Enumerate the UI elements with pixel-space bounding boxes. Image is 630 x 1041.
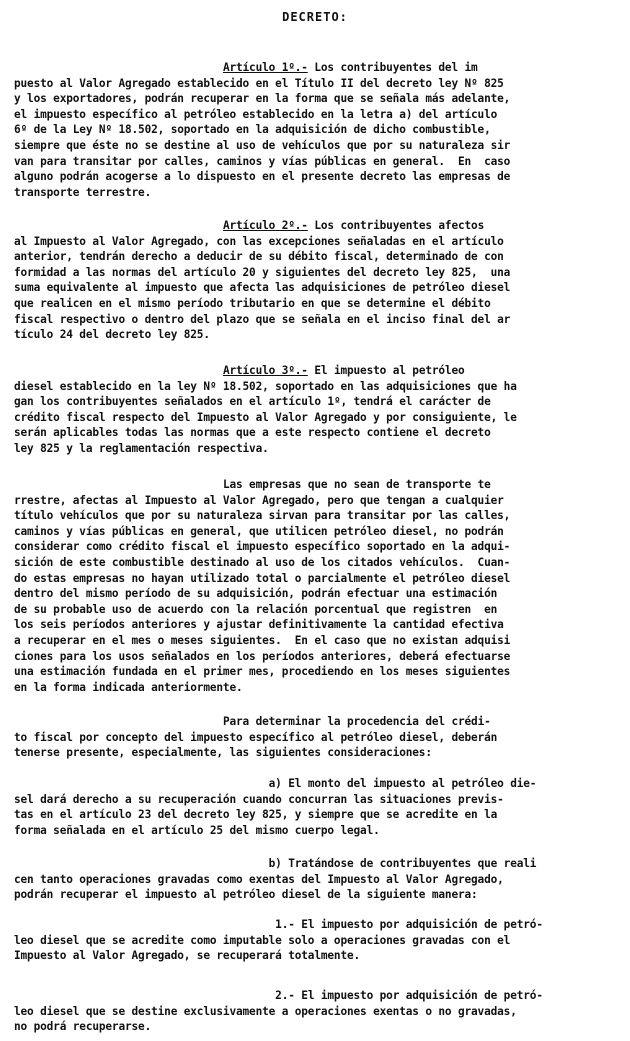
paragraph — [14, 917, 614, 964]
paragraph — [14, 363, 614, 457]
text-line: suma equivalente al impuesto que afecta las adquisiciones de petróleo diesel — [14, 281, 511, 295]
text-line: el impuesto específico al petróleo establecido en la letra a) del artículo — [14, 107, 498, 121]
text-line: ley 825 y la reglamentación respectiva. — [14, 441, 269, 455]
text-line: serán aplicables todas las normas que a este respecto contiene el decreto — [14, 426, 491, 440]
text-line: alguno podrán acogerse a lo dispuesto en el presente decreto las empresas de — [14, 170, 511, 184]
text-line: ciones para los usos señalados en los períodos anteriores, deberá efectuarse — [14, 649, 511, 663]
text-line: tas en el artículo 23 del decreto ley 825, y siempre que se acredite en la — [14, 808, 498, 822]
text-line: en la forma indicada anteriormente. — [14, 680, 243, 694]
text-line: sición de este combustible destinado al uso de los citados vehículos. Cuan- — [14, 555, 511, 569]
page-title: DECRETO: — [282, 10, 348, 24]
paragraph-first-line — [14, 218, 614, 234]
text-line: to fiscal por concepto del impuesto específico al petróleo diesel, deberán — [14, 730, 498, 744]
text-line: anterior, tendrán derecho a deducir de su débito fiscal, determinado de con — [14, 250, 504, 264]
text-line: leo diesel que se acredite como imputable solo a operaciones gravadas con el — [14, 933, 511, 947]
text-line: considerar como crédito fiscal el impuesto específico soportado en la adqui- — [14, 540, 511, 554]
paragraph-first-line — [14, 917, 614, 933]
paragraph — [14, 714, 614, 761]
text-line: do estas empresas no hayan utilizado total o parcialmente el petróleo diesel — [14, 571, 511, 585]
first-line-text: 2.- El impuesto por adquisición de petró- — [275, 989, 543, 1002]
text-line: caminos y vías públicas en general, que utilicen petróleo diesel, no podrán — [14, 524, 504, 538]
text-line: siempre que éste no se destine al uso de vehículos que por su naturaleza sir — [14, 138, 511, 152]
text-line: tículo 24 del decreto ley 825. — [14, 328, 210, 342]
article-heading: Artículo 2º.- — [222, 219, 308, 232]
first-line-text: Para determinar la procedencia del crédi- — [222, 715, 491, 728]
paragraph-first-line — [14, 988, 614, 1004]
text-line: a recuperar en el mes o meses siguientes. En el caso que no existan adquisi — [14, 633, 511, 647]
text-line: gan los contribuyentes señalados en el artículo 1º, tendrá el carácter de — [14, 395, 491, 409]
text-line: leo diesel que se destine exclusivamente a operaciones exentas o no gravadas, — [14, 1004, 517, 1018]
paragraph — [14, 60, 614, 200]
paragraph — [14, 477, 614, 695]
text-line: diesel establecido en la ley Nº 18.502, soportado en las adquisiciones que ha — [14, 379, 517, 393]
text-line: título vehículos que por su naturaleza sirvan para transitar por las calles, — [14, 509, 511, 523]
first-line-text: b) Tratándose de contribuyentes que reali — [268, 857, 537, 870]
paragraph-first-line — [14, 60, 614, 76]
text-line: forma señalada en el artículo 25 del mismo cuerpo legal. — [14, 823, 380, 837]
paragraph — [14, 776, 614, 838]
text-line: al Impuesto al Valor Agregado, con las excepciones señaladas en el artículo — [14, 234, 504, 248]
first-line-text: Los contribuyentes afectos — [307, 219, 485, 232]
article-heading: Artículo 1º.- — [222, 61, 308, 74]
text-line: cen tanto operaciones gravadas como exentas del Impuesto al Valor Agregado, — [14, 872, 504, 886]
text-line: fiscal respectivo o dentro del plazo que se señala en el inciso final del ar — [14, 312, 511, 326]
paragraph — [14, 988, 614, 1035]
text-line: van para transitar por calles, caminos y vías públicas en general. En caso — [14, 154, 511, 168]
paragraph-first-line — [14, 856, 614, 872]
first-line-text: El impuesto al petróleo — [307, 364, 465, 377]
first-line-text: 1.- El impuesto por adquisición de petró- — [275, 918, 543, 931]
text-line: tenerse presente, especialmente, las siguientes consideraciones: — [14, 746, 432, 760]
article-heading: Artículo 3º.- — [222, 364, 308, 377]
text-line: transporte terrestre. — [14, 185, 152, 199]
paragraph-first-line — [14, 363, 614, 379]
first-line-text: a) El monto del impuesto al petróleo die- — [268, 777, 537, 790]
text-line: formidad a las normas del artículo 20 y siguientes del decreto ley 825, una — [14, 265, 511, 279]
text-line: y los exportadores, podrán recuperar en la forma que se señala más adelante, — [14, 92, 511, 106]
text-line: los seis períodos anteriores y ajustar definitivamente la cantidad efectiva — [14, 618, 504, 632]
paragraph-first-line — [14, 714, 614, 730]
paragraph-first-line — [14, 477, 614, 493]
text-line: rrestre, afectas al Impuesto al Valor Agregado, pero que tengan a cualquier — [14, 493, 504, 507]
text-line: Impuesto al Valor Agregado, se recuperará totalmente. — [14, 949, 361, 963]
first-line-text: Las empresas que no sean de transporte te — [222, 478, 491, 491]
text-line: de su probable uso de acuerdo con la relación porcentual que registren en — [14, 602, 498, 616]
text-line: puesto al Valor Agregado establecido en el Título II del decreto ley Nº 825 — [14, 76, 504, 90]
text-line: podrán recuperar el impuesto al petróleo diesel de la siguiente manera: — [14, 888, 478, 902]
paragraph-first-line — [14, 776, 614, 792]
text-line: que realicen en el mismo período tributario en que se determine el débito — [14, 296, 491, 310]
text-line: no podrá recuperarse. — [14, 1020, 152, 1034]
paragraph — [14, 218, 614, 343]
text-line: crédito fiscal respecto del Impuesto al Valor Agregado y por consiguiente, le — [14, 410, 517, 424]
text-line: una estimación fundada en el primer mes, procediendo en los meses siguientes — [14, 665, 511, 679]
paragraph — [14, 856, 614, 903]
text-line: dentro del mismo período de su adquisición, podrán efectuar una estimación — [14, 587, 498, 601]
text-line: 6º de la Ley Nº 18.502, soportado en la adquisición de dicho combustible, — [14, 123, 491, 137]
first-line-text: Los contribuyentes del im — [307, 61, 478, 74]
text-line: sel dará derecho a su recuperación cuando concurran las situaciones previs- — [14, 792, 504, 806]
